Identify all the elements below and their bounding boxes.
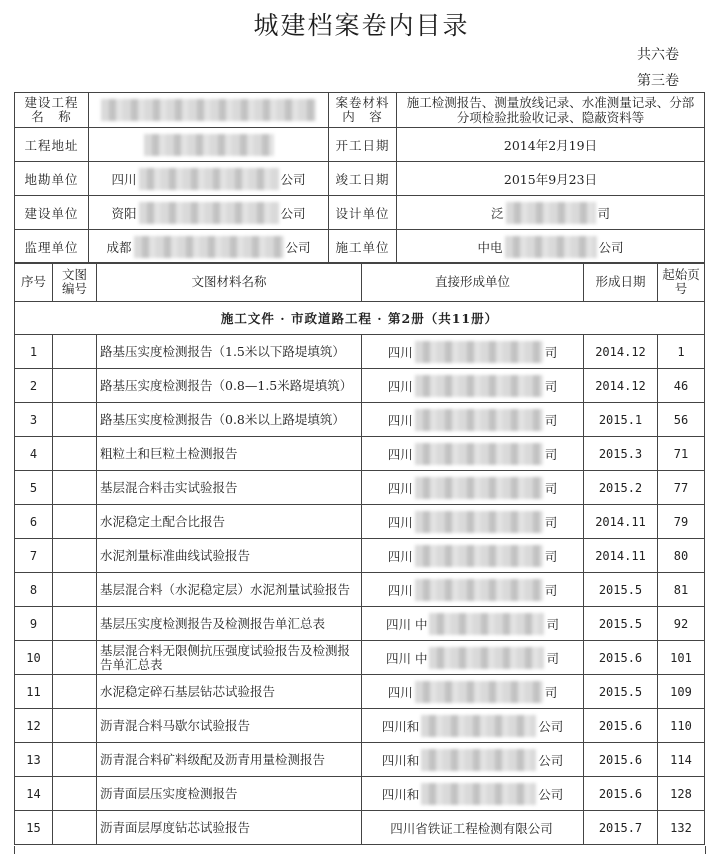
row-name: 粗粒土和巨粒土检测报告 [97, 437, 362, 471]
project-name-value [89, 93, 329, 128]
row-unit-suffix: 公司 [538, 786, 564, 802]
row-unit [362, 505, 584, 539]
survey-unit-suffix: 公司 [280, 171, 306, 187]
document-title: 城建档案卷内目录 [253, 11, 470, 40]
row-doc-no [53, 777, 97, 811]
row-unit-prefix: 四川和 [381, 718, 420, 734]
row-seq: 10 [15, 641, 53, 675]
row-name: 基层混合料击实试验报告 [97, 471, 362, 505]
table-row [15, 743, 705, 777]
redacted-block [415, 375, 543, 397]
row-seq: 11 [15, 675, 53, 709]
redacted-block [139, 168, 279, 190]
row-seq: 14 [15, 777, 53, 811]
completion-date-value: 2015年9月23日 [397, 162, 705, 196]
row-unit [362, 403, 584, 437]
table-row [15, 471, 705, 505]
meta-row-address [15, 128, 705, 162]
row-unit [362, 743, 584, 777]
row-unit-suffix: 司 [546, 650, 559, 666]
row-date: 2015.5 [584, 607, 658, 641]
redacted-block [415, 545, 543, 567]
row-unit-prefix: 四川省铁证工程检测有限公司 [390, 820, 553, 836]
meta-row-construction [15, 196, 705, 230]
row-unit-suffix: 司 [544, 446, 558, 462]
row-doc-no [53, 403, 97, 437]
start-date-value: 2014年2月19日 [397, 128, 705, 162]
construction-unit-label: 建设单位 [15, 196, 89, 230]
row-date: 2015.7 [584, 811, 658, 845]
row-unit [362, 471, 584, 505]
row-seq: 1 [15, 335, 53, 369]
address-label: 工程地址 [15, 128, 89, 162]
construction-unit-suffix: 公司 [280, 205, 306, 221]
table-row [15, 335, 705, 369]
row-unit-prefix: 四川 [387, 378, 413, 394]
builder-unit-prefix: 中电 [477, 239, 503, 255]
col-page: 起始页号 [658, 263, 705, 302]
row-page: 132 [658, 811, 705, 845]
row-name: 基层压实度检测报告及检测报告单汇总表 [97, 607, 362, 641]
row-unit [362, 369, 584, 403]
section-header-row [15, 302, 705, 335]
row-page: 110 [658, 709, 705, 743]
redacted-block [415, 477, 543, 499]
section-title: 施工文件 · 市政道路工程 · 第2册（共11册） [15, 302, 705, 335]
design-unit-prefix: 泛 [490, 205, 504, 221]
row-unit-prefix: 四川和 [381, 786, 420, 802]
redacted-block [505, 236, 597, 258]
col-seq: 序号 [15, 263, 53, 302]
row-page: 46 [658, 369, 705, 403]
row-page: 79 [658, 505, 705, 539]
row-unit-prefix: 四川 [387, 344, 413, 360]
row-date: 2015.6 [584, 709, 658, 743]
row-date: 2015.5 [584, 675, 658, 709]
row-unit-prefix: 四川 [387, 446, 413, 462]
row-seq: 15 [15, 811, 53, 845]
row-date: 2014.12 [584, 369, 658, 403]
supervision-unit-suffix: 公司 [285, 239, 311, 255]
total-volumes: 共六卷 [637, 47, 679, 63]
row-seq: 7 [15, 539, 53, 573]
redacted-block [429, 613, 544, 635]
construction-unit-prefix: 资阳 [111, 205, 137, 221]
table-row [15, 369, 705, 403]
row-unit [362, 437, 584, 471]
row-page: 109 [658, 675, 705, 709]
row-seq: 4 [15, 437, 53, 471]
supervision-unit-label: 监理单位 [15, 230, 89, 264]
row-unit [362, 607, 584, 641]
supervision-unit-prefix: 成都 [106, 239, 132, 255]
row-page: 80 [658, 539, 705, 573]
redacted-block [421, 749, 536, 771]
redacted-block [134, 236, 284, 258]
redacted-block [421, 715, 536, 737]
row-name: 水泥稳定土配合比报告 [97, 505, 362, 539]
row-page: 77 [658, 471, 705, 505]
survey-unit-label: 地勘单位 [15, 162, 89, 196]
row-unit-suffix: 司 [546, 616, 559, 632]
row-page: 71 [658, 437, 705, 471]
row-seq: 3 [15, 403, 53, 437]
material-content-label: 案卷材料内 容 [329, 93, 397, 128]
row-doc-no [53, 369, 97, 403]
row-name: 沥青面层厚度钻芯试验报告 [97, 811, 362, 845]
current-volume: 第三卷 [637, 73, 679, 89]
row-date: 2015.5 [584, 573, 658, 607]
design-unit-label: 设计单位 [329, 196, 397, 230]
row-page: 128 [658, 777, 705, 811]
table-row [15, 709, 705, 743]
row-seq: 13 [15, 743, 53, 777]
row-doc-no [53, 709, 97, 743]
table-row [15, 607, 705, 641]
redacted-block [415, 443, 543, 465]
row-date: 2015.1 [584, 403, 658, 437]
table-row [15, 777, 705, 811]
row-unit-suffix: 司 [544, 514, 558, 530]
redacted-block [139, 202, 279, 224]
survey-unit-prefix: 四川 [111, 171, 137, 187]
row-seq: 12 [15, 709, 53, 743]
row-unit [362, 777, 584, 811]
builder-unit-value [397, 230, 705, 264]
row-date: 2014.11 [584, 505, 658, 539]
contents-rows [15, 335, 705, 845]
row-date: 2015.3 [584, 437, 658, 471]
row-unit-prefix: 四川 中 [386, 616, 428, 632]
row-name: 沥青混合料马歇尔试验报告 [97, 709, 362, 743]
row-name: 水泥剂量标准曲线试验报告 [97, 539, 362, 573]
project-info-table [14, 92, 705, 264]
table-row [15, 437, 705, 471]
row-doc-no [53, 505, 97, 539]
row-date: 2015.6 [584, 641, 658, 675]
row-unit-suffix: 司 [544, 582, 558, 598]
row-date: 2014.12 [584, 335, 658, 369]
table-row [15, 403, 705, 437]
redacted-block [429, 647, 544, 669]
row-unit [362, 811, 584, 845]
builder-unit-label: 施工单位 [329, 230, 397, 264]
row-unit-suffix: 司 [544, 412, 558, 428]
row-unit-suffix: 司 [544, 684, 558, 700]
design-unit-suffix: 司 [597, 205, 611, 221]
row-seq: 9 [15, 607, 53, 641]
project-name-label: 建设工程名 称 [15, 93, 89, 128]
row-unit-suffix: 司 [544, 548, 558, 564]
table-row [15, 641, 705, 675]
row-unit-prefix: 四川 [387, 480, 413, 496]
row-doc-no [53, 607, 97, 641]
table-row [15, 573, 705, 607]
row-unit [362, 709, 584, 743]
row-name: 路基压实度检测报告（0.8—1.5米路堤填筑） [97, 369, 362, 403]
start-date-label: 开工日期 [329, 128, 397, 162]
row-name: 水泥稳定碎石基层钻芯试验报告 [97, 675, 362, 709]
row-name: 基层混合料（水泥稳定层）水泥剂量试验报告 [97, 573, 362, 607]
row-seq: 2 [15, 369, 53, 403]
row-unit-prefix: 四川 [387, 548, 413, 564]
redacted-block [415, 409, 543, 431]
row-unit [362, 675, 584, 709]
row-page: 101 [658, 641, 705, 675]
row-unit [362, 573, 584, 607]
col-unit: 直接形成单位 [362, 263, 584, 302]
row-name: 沥青混合料矿料级配及沥青用量检测报告 [97, 743, 362, 777]
row-doc-no [53, 335, 97, 369]
row-seq: 5 [15, 471, 53, 505]
row-unit-prefix: 四川 [387, 514, 413, 530]
row-name: 基层混合料无限侧抗压强度试验报告及检测报告单汇总表 [97, 641, 362, 675]
table-continuation [14, 846, 706, 854]
row-page: 81 [658, 573, 705, 607]
row-doc-no [53, 641, 97, 675]
row-unit-suffix: 司 [544, 344, 558, 360]
row-unit [362, 335, 584, 369]
survey-unit-value [89, 162, 329, 196]
redacted-block [415, 511, 543, 533]
row-unit-prefix: 四川 [387, 684, 413, 700]
row-unit-prefix: 四川 [387, 412, 413, 428]
row-unit-suffix: 司 [544, 378, 558, 394]
supervision-unit-value [89, 230, 329, 264]
meta-row-supervision [15, 230, 705, 264]
row-unit [362, 641, 584, 675]
row-date: 2015.2 [584, 471, 658, 505]
design-unit-value [397, 196, 705, 230]
row-seq: 8 [15, 573, 53, 607]
address-value [89, 128, 329, 162]
col-doc-no: 文图编号 [53, 263, 97, 302]
builder-unit-suffix: 公司 [598, 239, 624, 255]
row-date: 2015.6 [584, 777, 658, 811]
col-date: 形成日期 [584, 263, 658, 302]
material-content-value: 施工检测报告、测量放线记录、水准测量记录、分部分项检验批验收记录、隐蔽资料等 [397, 93, 705, 128]
row-unit-prefix: 四川和 [381, 752, 420, 768]
row-name: 路基压实度检测报告（0.8米以上路堤填筑） [97, 403, 362, 437]
table-row [15, 539, 705, 573]
redacted-block [415, 681, 543, 703]
redacted-block [101, 99, 316, 121]
row-doc-no [53, 539, 97, 573]
col-name: 文图材料名称 [97, 263, 362, 302]
row-doc-no [53, 573, 97, 607]
meta-row-survey [15, 162, 705, 196]
row-unit [362, 539, 584, 573]
row-doc-no [53, 743, 97, 777]
table-row [15, 811, 705, 845]
row-unit-prefix: 四川 [387, 582, 413, 598]
row-date: 2015.6 [584, 743, 658, 777]
redacted-block [421, 783, 536, 805]
table-row [15, 675, 705, 709]
completion-date-label: 竣工日期 [329, 162, 397, 196]
redacted-block [415, 341, 543, 363]
construction-unit-value [89, 196, 329, 230]
meta-row-project [15, 93, 705, 128]
row-page: 1 [658, 335, 705, 369]
row-page: 114 [658, 743, 705, 777]
row-date: 2014.11 [584, 539, 658, 573]
row-name: 路基压实度检测报告（1.5米以下路堤填筑） [97, 335, 362, 369]
row-doc-no [53, 675, 97, 709]
row-doc-no [53, 471, 97, 505]
contents-table [14, 262, 705, 845]
row-name: 沥青面层压实度检测报告 [97, 777, 362, 811]
row-unit-prefix: 四川 中 [386, 650, 428, 666]
contents-header-row [15, 263, 705, 302]
row-page: 92 [658, 607, 705, 641]
row-doc-no [53, 437, 97, 471]
redacted-block [415, 579, 543, 601]
row-doc-no [53, 811, 97, 845]
redacted-block [144, 134, 274, 156]
row-unit-suffix: 公司 [538, 752, 564, 768]
row-unit-suffix: 公司 [538, 718, 564, 734]
row-unit-suffix: 司 [544, 480, 558, 496]
table-row [15, 505, 705, 539]
row-page: 56 [658, 403, 705, 437]
row-seq: 6 [15, 505, 53, 539]
redacted-block [506, 202, 596, 224]
